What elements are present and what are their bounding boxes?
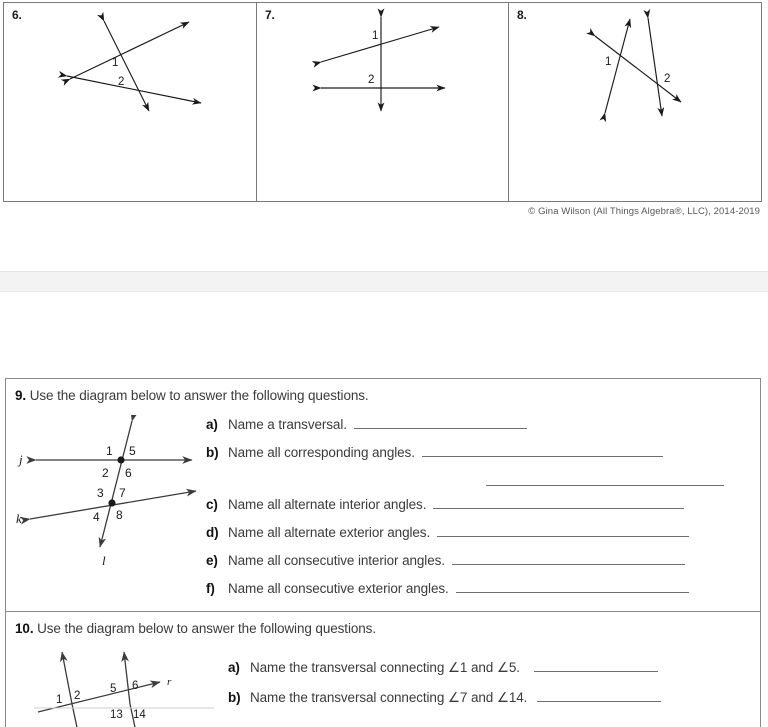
answer-blank-a[interactable]: [534, 660, 658, 672]
angle-number-4: 4: [93, 510, 100, 524]
answer-blank-f[interactable]: [456, 581, 689, 593]
item-label-a: a): [206, 417, 218, 432]
question-10-prompt-text: Use the diagram below to answer the following questions.: [37, 621, 376, 636]
question-9-item-e: [206, 553, 685, 568]
item-text-b: Name the transversal connecting ∠7 and ∠14.: [250, 690, 528, 705]
question-10-item-a: [228, 660, 658, 676]
item-text-b: Name all corresponding angles.: [228, 445, 415, 460]
problem-cell-6: [4, 3, 257, 201]
angle-number-6: 6: [125, 466, 132, 480]
angle-number-14: 14: [133, 709, 146, 721]
answer-blank-d[interactable]: [437, 525, 689, 537]
question-10-prompt: [15, 621, 376, 636]
answer-blank-b[interactable]: [537, 690, 661, 702]
question-10-diagram: [34, 646, 234, 727]
item-text-f: Name all consecutive exterior angles.: [228, 581, 449, 596]
answer-blank-b2[interactable]: [486, 485, 724, 486]
diagram-8: [509, 3, 761, 201]
question-9-item-c: [206, 497, 684, 512]
line-label-r: r: [167, 676, 172, 688]
answer-blank-a[interactable]: [354, 417, 527, 429]
angle-number-5: 5: [129, 444, 136, 458]
item-label-b: b): [228, 690, 241, 705]
question-9-item-b: [206, 445, 663, 460]
question-9-diagram: [14, 415, 214, 585]
answer-blank-b1[interactable]: [422, 445, 663, 457]
intersection-point-j: [117, 456, 124, 463]
problem-cell-7: [257, 3, 509, 201]
angle-label-1: 1: [112, 57, 119, 69]
question-10-number: 10.: [15, 621, 34, 636]
angle-label-1: 1: [372, 30, 379, 42]
item-label-f: f): [206, 581, 215, 596]
line-label-k: k: [16, 511, 22, 526]
item-text-a: Name a transversal.: [228, 417, 347, 432]
copyright-notice: © Gina Wilson (All Things Algebra®, LLC), 2014-2019: [528, 206, 760, 217]
question-9-prompt: [15, 388, 369, 403]
angle-number-7: 7: [119, 486, 126, 500]
angle-number-2: 2: [74, 690, 81, 702]
question-9-item-d: [206, 525, 689, 540]
angle-label-1: 1: [605, 56, 612, 68]
item-text-e: Name all consecutive interior angles.: [228, 553, 445, 568]
page-separator-band: [0, 271, 768, 292]
angle-number-13: 13: [110, 709, 123, 721]
question-9-prompt-text: Use the diagram below to answer the following questions.: [29, 388, 369, 403]
problem-number-7: 7.: [265, 8, 275, 22]
angle-number-8: 8: [116, 508, 123, 522]
diagram-6: [4, 3, 256, 201]
angle-label-2: 2: [664, 73, 671, 85]
problem-number-6: 6.: [12, 8, 22, 22]
intersection-point-k: [108, 499, 115, 506]
item-label-b: b): [206, 445, 219, 460]
line-label-l: l: [102, 553, 106, 568]
item-label-c: c): [206, 497, 218, 512]
angle-number-6: 6: [132, 680, 139, 692]
item-text-a: Name the transversal connecting ∠1 and ∠5.: [250, 660, 520, 675]
top-problems-table: [3, 2, 762, 202]
question-9-number: 9.: [15, 388, 27, 403]
problem-cell-8: [509, 3, 761, 201]
question-10-box: [5, 611, 761, 727]
item-text-c: Name all alternate interior angles.: [228, 497, 427, 512]
angle-label-2: 2: [368, 74, 375, 86]
diagram-7: [257, 3, 508, 201]
angle-number-5: 5: [110, 683, 117, 695]
question-10-item-b: [228, 690, 661, 706]
question-9-box: [5, 378, 761, 612]
answer-blank-e[interactable]: [452, 553, 685, 565]
line-label-j: j: [19, 452, 23, 467]
item-label-e: e): [206, 553, 218, 568]
item-text-d: Name all alternate exterior angles.: [228, 525, 431, 540]
angle-number-3: 3: [97, 486, 104, 500]
angle-number-2: 2: [102, 466, 109, 480]
answer-blank-c[interactable]: [433, 497, 684, 509]
angle-number-1: 1: [56, 694, 63, 706]
angle-number-1: 1: [106, 444, 113, 458]
item-label-d: d): [206, 525, 219, 540]
item-label-a: a): [228, 660, 240, 675]
question-9-item-f: [206, 581, 689, 596]
question-9-item-a: [206, 417, 527, 432]
problem-number-8: 8.: [517, 8, 527, 22]
angle-label-2: 2: [118, 76, 125, 88]
